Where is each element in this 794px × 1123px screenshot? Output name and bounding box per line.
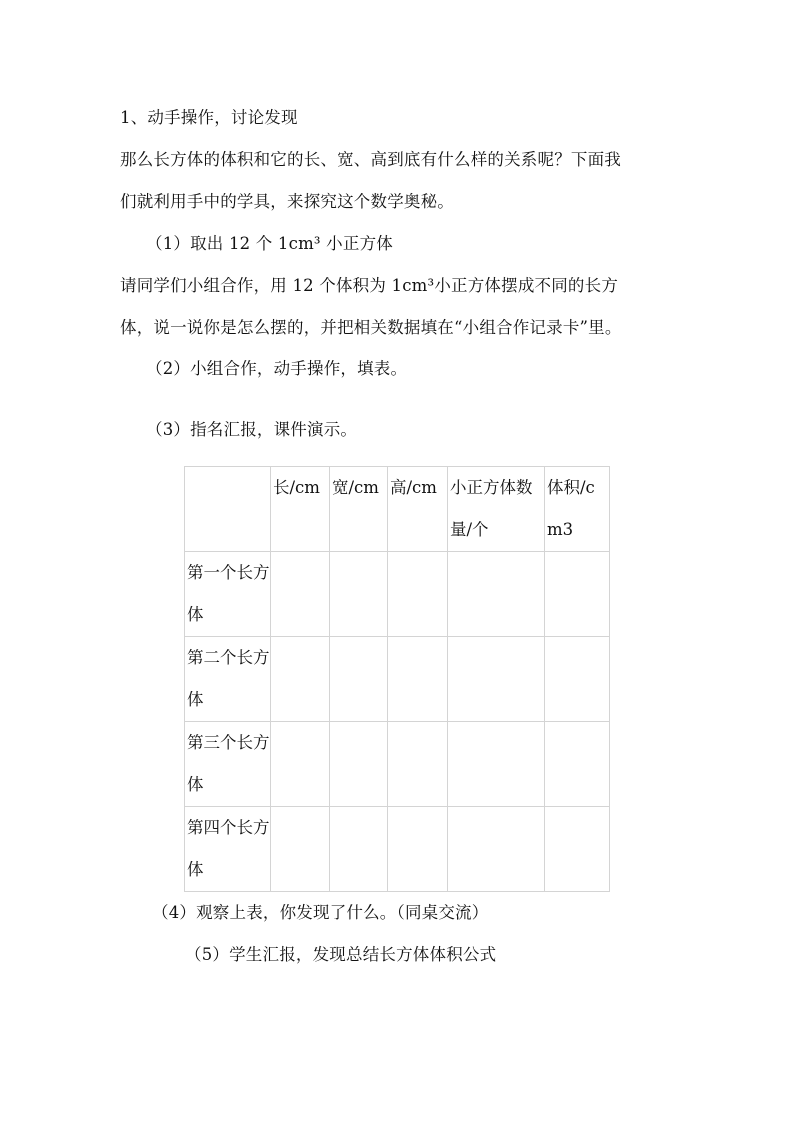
paragraph-line: 们就利用手中的学具，来探究这个数学奥秘。 xyxy=(120,192,454,211)
table-cell xyxy=(330,722,388,807)
table-cell xyxy=(330,552,388,637)
header-cell-empty xyxy=(185,467,271,552)
table-cell xyxy=(545,552,610,637)
table-cell xyxy=(330,637,388,722)
table-header-row xyxy=(185,467,610,552)
table-row xyxy=(185,552,610,637)
table-cell xyxy=(330,807,388,892)
table-cell xyxy=(388,722,448,807)
section-heading: 1、动手操作，讨论发现 xyxy=(120,108,298,127)
row-label: 第三个长方体 xyxy=(185,722,271,807)
header-cell-volume: 体积/cm3 xyxy=(545,467,610,552)
row-label: 第一个长方体 xyxy=(185,552,271,637)
table-cell xyxy=(448,637,545,722)
header-cell-height: 高/cm xyxy=(388,467,448,552)
table-row xyxy=(185,637,610,722)
table-cell xyxy=(448,807,545,892)
table-cell xyxy=(271,637,330,722)
step-4: （4）观察上表，你发现了什么。（同桌交流） xyxy=(152,903,489,922)
table-cell xyxy=(271,552,330,637)
step-5: （5）学生汇报，发现总结长方体体积公式 xyxy=(185,945,497,964)
table-cell xyxy=(271,807,330,892)
header-cell-cube-count: 小正方体数量/个 xyxy=(448,467,545,552)
table-cell xyxy=(388,552,448,637)
paragraph-line: 请同学们小组合作，用 12 个体积为 1cm³小正方体摆成不同的长方 xyxy=(120,276,619,295)
paragraph-line: 体，说一说你是怎么摆的，并把相关数据填在“小组合作记录卡”里。 xyxy=(120,318,622,337)
table-cell xyxy=(448,722,545,807)
header-cell-width: 宽/cm xyxy=(330,467,388,552)
row-label: 第四个长方体 xyxy=(185,807,271,892)
table-cell xyxy=(448,552,545,637)
row-label: 第二个长方体 xyxy=(185,637,271,722)
step-3: （3）指名汇报，课件演示。 xyxy=(146,420,358,439)
table-cell xyxy=(545,807,610,892)
table-cell xyxy=(271,722,330,807)
record-card-table xyxy=(184,466,610,892)
step-1: （1）取出 12 个 1cm³ 小正方体 xyxy=(146,234,393,253)
table-cell xyxy=(545,722,610,807)
table-cell xyxy=(388,637,448,722)
table-row xyxy=(185,722,610,807)
paragraph-line: 那么长方体的体积和它的长、宽、高到底有什么样的关系呢？下面我 xyxy=(120,150,621,169)
table-cell xyxy=(545,637,610,722)
header-cell-length: 长/cm xyxy=(271,467,330,552)
table-cell xyxy=(388,807,448,892)
table-row xyxy=(185,807,610,892)
step-2: （2）小组合作，动手操作，填表。 xyxy=(146,359,408,378)
